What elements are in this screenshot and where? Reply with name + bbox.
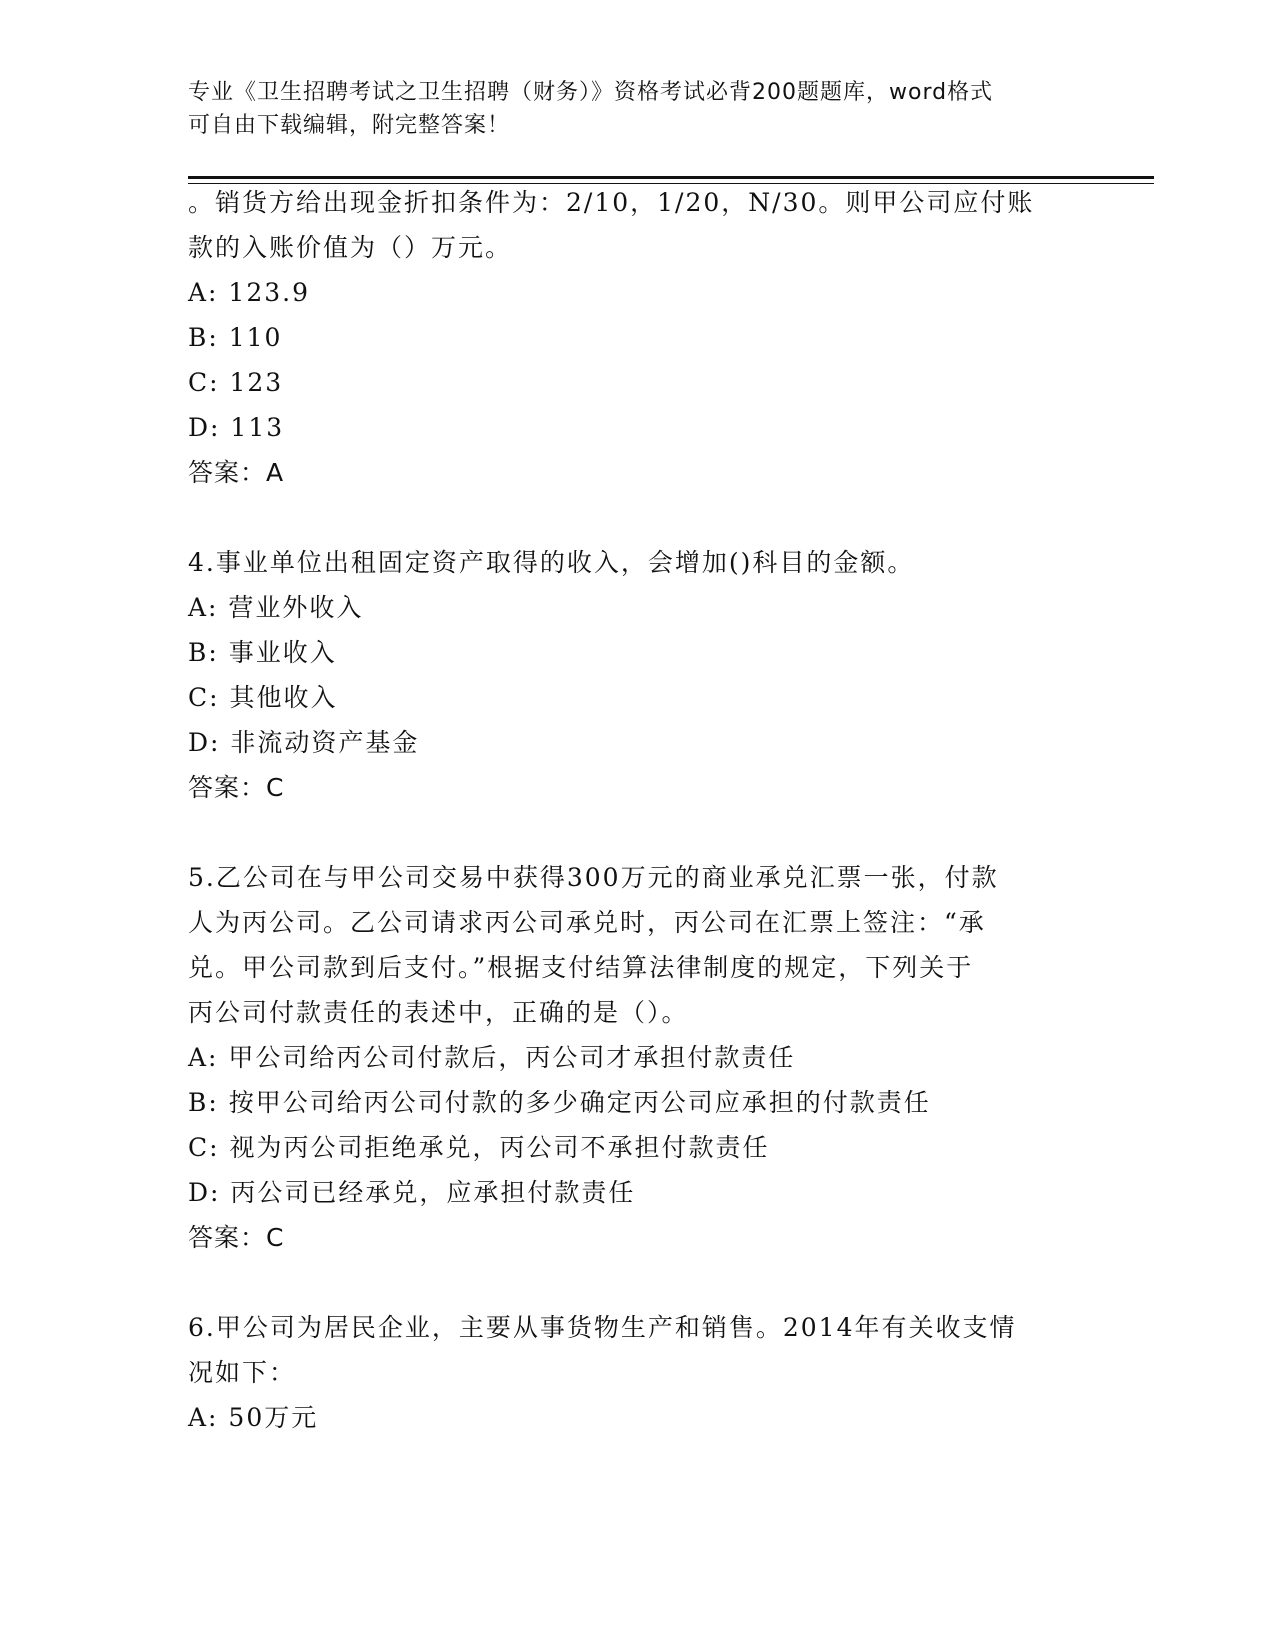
question-text: 5.乙公司在与甲公司交易中获得300万元的商业承兑汇票一张，付款: [188, 863, 999, 892]
option-a: A: 甲公司给丙公司付款后，丙公司才承担付款责任: [188, 1043, 796, 1072]
document-header: [188, 76, 1068, 142]
question-6: [188, 1305, 1068, 1440]
answer: 答案：A: [188, 458, 285, 487]
question-list: [188, 180, 1068, 1440]
option-d: D: 丙公司已经承兑，应承担付款责任: [188, 1178, 636, 1207]
option-d: D: 非流动资产基金: [188, 728, 420, 757]
option-b: B: 110: [188, 323, 283, 352]
option-c: C: 其他收入: [188, 683, 338, 712]
spacer: [188, 1260, 1068, 1305]
question-text: 6.甲公司为居民企业，主要从事货物生产和销售。2014年有关收支情: [188, 1313, 1017, 1342]
question-text: 兑。甲公司款到后支付。”根据支付结算法律制度的规定，下列关于: [188, 953, 974, 982]
question-5: [188, 855, 1068, 1260]
question-text: 况如下：: [188, 1358, 297, 1387]
option-a: A: 营业外收入: [188, 593, 364, 622]
header-title-line-2: 可自由下载编辑，附完整答案！: [188, 113, 511, 138]
header-divider-thick: [188, 176, 1154, 179]
header-title-line-1: 专业《卫生招聘考试之卫生招聘（财务）》资格考试必背200题题库，word格式: [188, 80, 994, 105]
option-d: D: 113: [188, 413, 285, 442]
question-3: [188, 180, 1068, 495]
answer: 答案：C: [188, 773, 285, 802]
question-text: 4.事业单位出租固定资产取得的收入，会增加()科目的金额。: [188, 548, 915, 577]
option-a: A: 50万元: [188, 1403, 319, 1432]
option-a: A: 123.9: [188, 278, 310, 307]
spacer: [188, 495, 1068, 540]
spacer: [188, 810, 1068, 855]
question-text: 。销货方给出现金折扣条件为：2/10，1/20，N/30。则甲公司应付账: [188, 188, 1035, 217]
question-4: [188, 540, 1068, 810]
option-c: C: 视为丙公司拒绝承兑，丙公司不承担付款责任: [188, 1133, 770, 1162]
option-c: C: 123: [188, 368, 284, 397]
option-b: B: 事业收入: [188, 638, 337, 667]
option-b: B: 按甲公司给丙公司付款的多少确定丙公司应承担的付款责任: [188, 1088, 931, 1117]
question-text: 款的入账价值为（）万元。: [188, 233, 513, 262]
question-text: 丙公司付款责任的表述中，正确的是（）。: [188, 998, 689, 1027]
question-text: 人为丙公司。乙公司请求丙公司承兑时，丙公司在汇票上签注：“承: [188, 908, 986, 937]
answer: 答案：C: [188, 1223, 285, 1252]
